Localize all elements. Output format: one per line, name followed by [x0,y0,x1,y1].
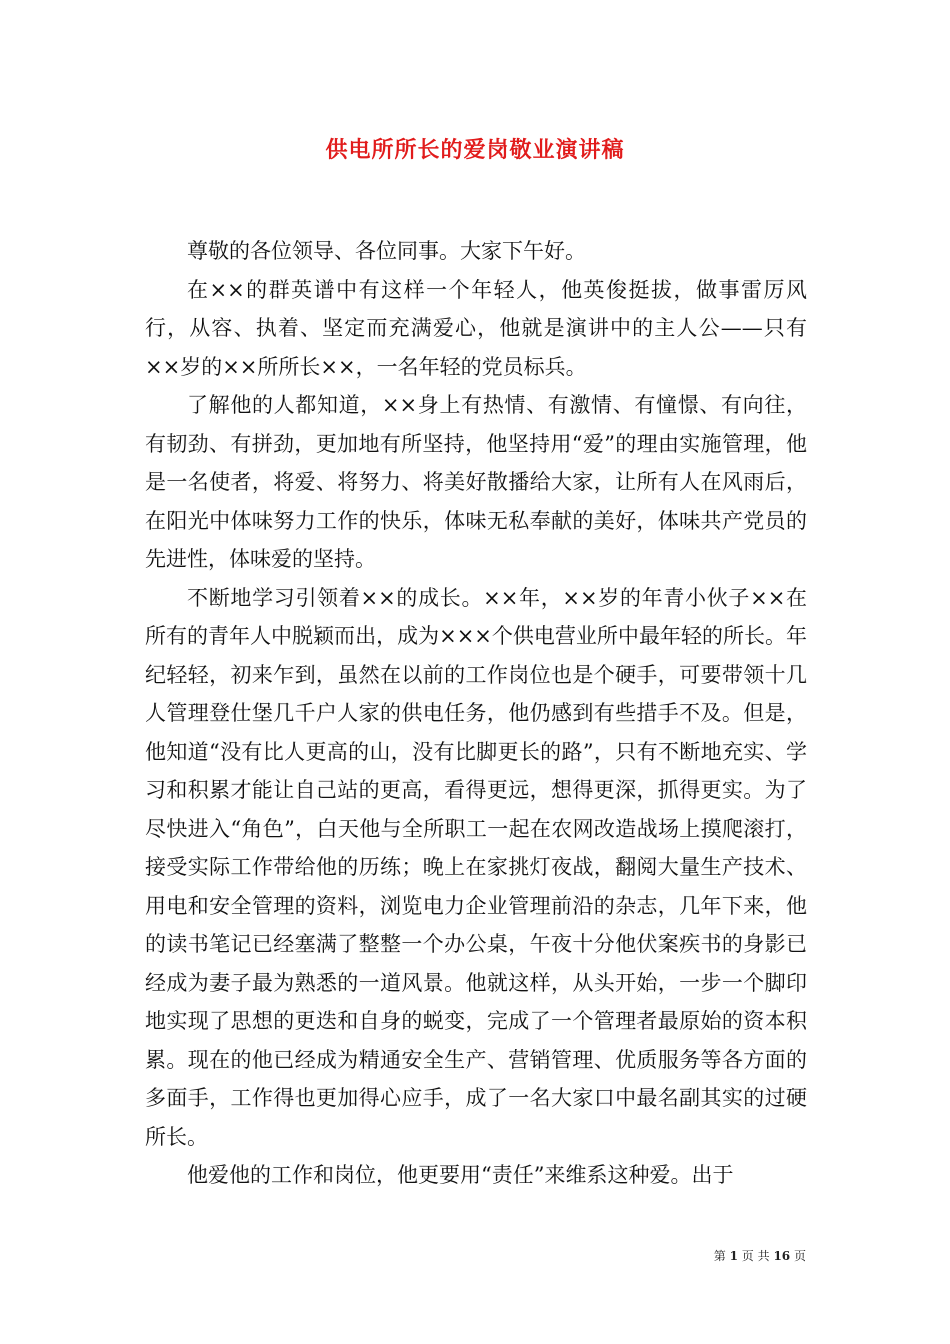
footer-middle: 页 共 [741,1249,770,1263]
paragraph: 了解他的人都知道，××身上有热情、有激情、有憧憬、有向往，有韧劲、有拼劲，更加地有所坚持，他坚持用“爱”的理由实施管理，他是一名使者，将爱、将努力、将美好散播给大家，让所有人在风雨后，在阳光中体味努力工作的快乐，体味无私奉献的美好，体味共产党员的先进性，体味爱的坚持。 [145,393,807,571]
paragraph: 在××的群英谱中有这样一个年轻人，他英俊挺拔，做事雷厉风行，从容、执着、坚定而充满爱心，他就是演讲中的主人公——只有××岁的××所所长××，一名年轻的党员标兵。 [145,277,807,379]
document-title: 供电所所长的爱岗敬业演讲稿 [325,137,625,163]
paragraph: 不断地学习引领着××的成长。××年，××岁的年青小伙子××在所有的青年人中脱颖而出，成为×××个供电营业所中最年轻的所长。年纪轻轻，初来乍到，虽然在以前的工作岗位也是个硬手，可要带领十几人管理登仕堡几千户人家的供电任务，他仍感到有些措手不及。但是，他知道“没有比人更高的山，没有比脚更长的路”，只有不断地充实、学习和积累才能让自己站的更高，看得更远，想得更深，抓得更实。为了尽快进入“角色”，白天他与全所职工一起在农网改造战场上摸爬滚打，接受实际工作带给他的历练；晚上在家挑灯夜战，翻阅大量生产技术、用电和安全管理的资料，浏览电力企业管理前沿的杂志，几年下来，他的读书笔记已经塞满了整整一个办公桌，午夜十分他伏案疾书的身影已经成为妻子最为熟悉的一道风景。他就这样，从头开始，一步一个脚印地实现了思想的更迭和自身的蜕变，完成了一个管理者最原始的资本积累。现在的他已经成为精通安全生产、营销管理、优质服务等各方面的多面手，工作得也更加得心应手，成了一名大家口中最名副其实的过硬所长。 [145,585,807,1149]
paragraph: 他爱他的工作和岗位，他更要用“责任”来维系这种爱。出于 [187,1163,734,1187]
current-page-number: 1 [729,1249,738,1263]
page-footer [0,1248,806,1264]
paragraph: 尊敬的各位领导、各位同事。大家下午好。 [187,239,586,263]
footer-prefix: 第 [713,1249,726,1263]
footer-suffix: 页 [793,1249,806,1263]
total-pages-number: 16 [773,1249,791,1263]
document-body [145,232,807,1195]
